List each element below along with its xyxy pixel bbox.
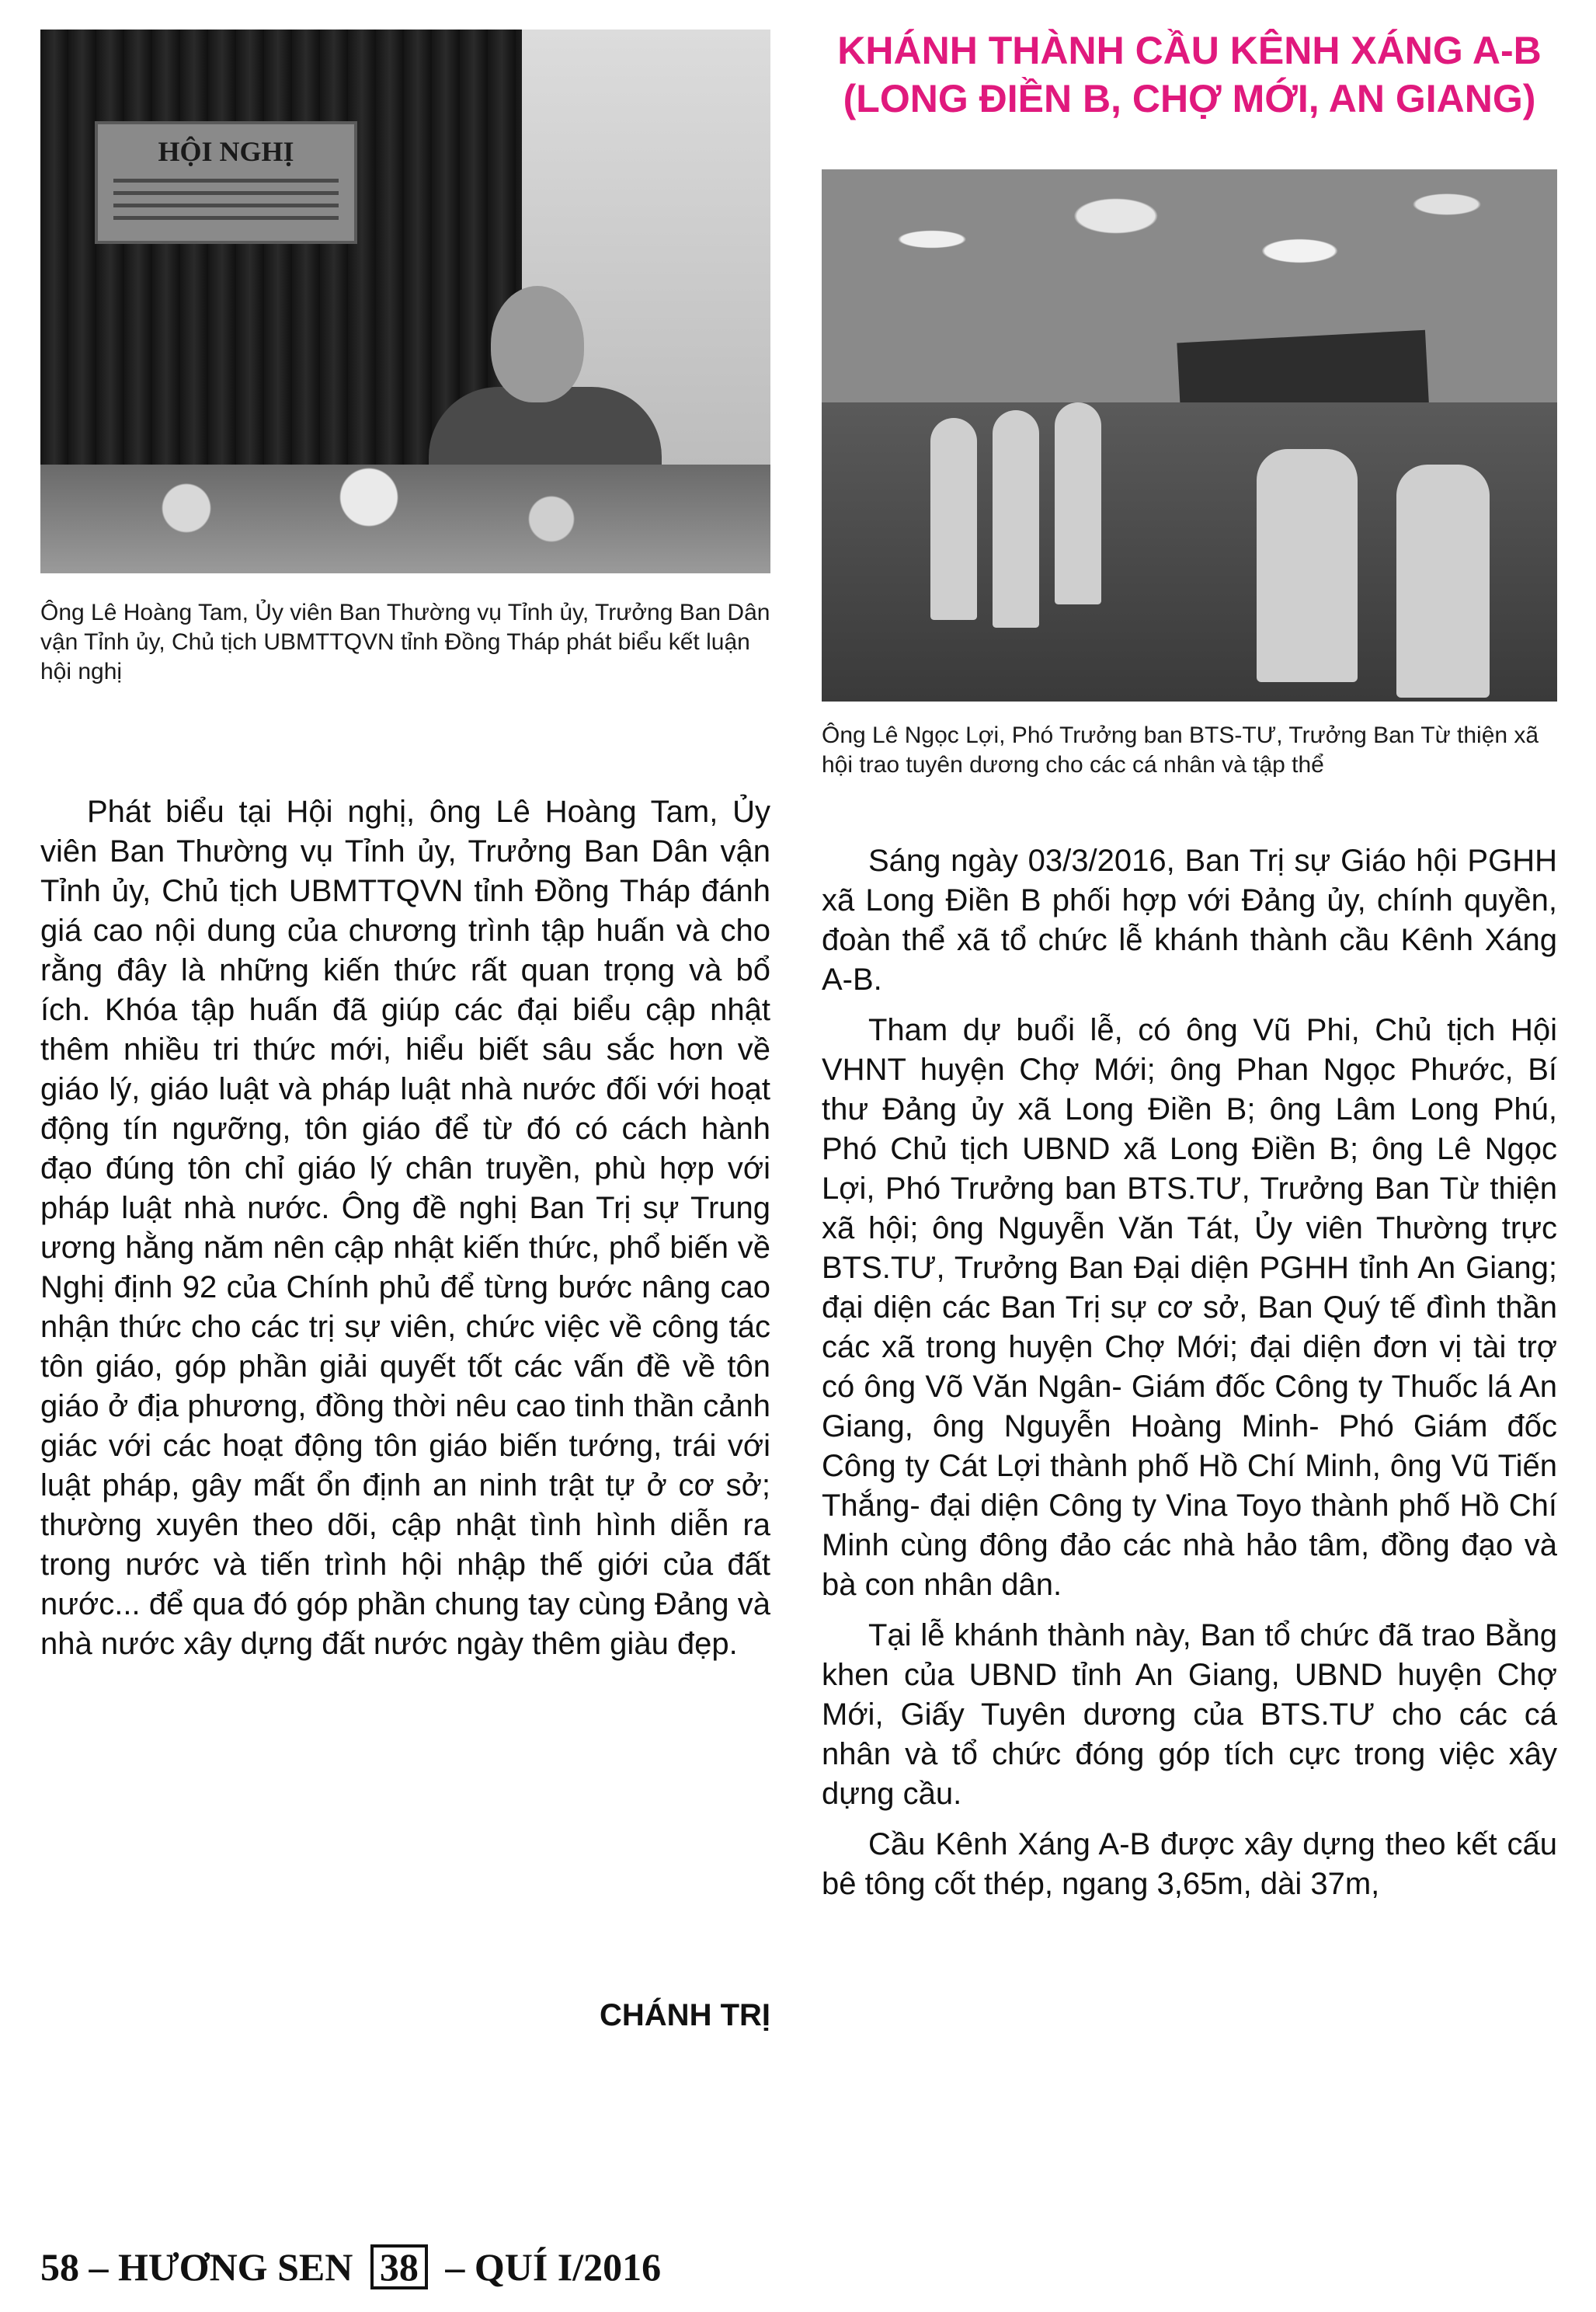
article-title-line1: KHÁNH THÀNH CẦU KÊNH XÁNG A-B [837, 29, 1542, 72]
paragraph: Tham dự buổi lễ, có ông Vũ Phi, Chủ tịch Hội VHNT huyện Chợ Mới; ông Phan Ngọc Phước, Bí thư Đảng ủy xã Long Điền B; ông Lâm Long Phú, Phó Chủ tịch UBND xã Long Điền B; ông Lê Ngọc Lợi, Phó Trưởng ban BTS.TƯ, Trưởng Ban Từ thiện xã hội; ông Nguyễn Văn Tát, Ủy viên Thường trực BTS.TƯ, Trưởng Ban Đại diện PGHH tỉnh An Giang; đại diện các Ban Trị sự cơ sở, Ban Quý tế đình thần các xã trong huyện Chợ Mới; đại diện đơn vị tài trợ có ông Võ Văn Ngân- Giám đốc Công ty Thuốc lá An Giang, ông Nguyễn Hoàng Minh- Phó Giám đốc Công ty Cát Lợi thành phố Hồ Chí Minh, ông Vũ Tiến Thắng- đại diện Công ty Vina Toyo thành phố Hồ Chí Minh cùng đông đảo các nhà hảo tâm, đồng đạo và bà con nhân dân. [822, 1013, 1557, 1602]
conference-banner [95, 121, 357, 244]
author-signature: CHÁNH TRỊ [600, 1998, 770, 2032]
right-text-column [822, 841, 1557, 1915]
left-text-column [40, 792, 770, 1675]
conference-photo [40, 30, 770, 573]
person-figure [930, 418, 977, 620]
paragraph: Cầu Kênh Xáng A-B được xây dựng theo kết cấu bê tông cốt thép, ngang 3,65m, dài 37m, [822, 1827, 1557, 1901]
photo-caption-left: Ông Lê Hoàng Tam, Ủy viên Ban Thường vụ Tỉnh ủy, Trưởng Ban Dân vận Tỉnh ủy, Chủ tịch UBMTTQVN tỉnh Đồng Tháp phát biểu kết luận hội nghị [40, 600, 770, 684]
paragraph: Sáng ngày 03/3/2016, Ban Trị sự Giáo hội PGHH xã Long Điền B phối hợp với Đảng ủy, chính quyền, đoàn thể xã tổ chức lễ khánh thành cầu Kênh Xáng A-B. [822, 844, 1557, 997]
ceremony-crowd [822, 402, 1557, 702]
speaker-head [491, 286, 584, 402]
magazine-name: HƯƠNG SEN [118, 2245, 353, 2289]
page-footer [40, 2242, 661, 2292]
issue-period: QUÍ I/2016 [474, 2245, 662, 2289]
footer-separator: – [445, 2245, 465, 2289]
article-title-line2: (LONG ĐIỀN B, CHỢ MỚI, AN GIANG) [843, 77, 1536, 120]
article-title [822, 26, 1557, 123]
person-figure [1396, 465, 1490, 698]
podium-flowers [40, 465, 770, 573]
person-figure [1257, 449, 1358, 682]
page-number: 58 [40, 2245, 79, 2289]
ceremony-photo [822, 169, 1557, 702]
photo-caption-right: Ông Lê Ngọc Lợi, Phó Trưởng ban BTS-TƯ, Trưởng Ban Từ thiện xã hội trao tuyên dương cho các cá nhân và tập thể [822, 722, 1539, 778]
paragraph: Phát biểu tại Hội nghị, ông Lê Hoàng Tam, Ủy viên Ban Thường vụ Tỉnh ủy, Trưởng Ban Dân vận Tỉnh ủy, Chủ tịch UBMTTQVN tỉnh Đồng Tháp đánh giá cao nội dung của chương trình tập huấn và cho rằng đây là những kiến thức rất quan trọng và bổ ích. Khóa tập huấn đã giúp các đại biểu cập nhật thêm nhiều tri thức mới, hiểu biết sâu sắc hơn về giáo lý, giáo luật và pháp luật nhà nước đối với hoạt động tín ngưỡng, tôn giáo để từ đó có cách hành đạo đúng tôn chỉ giáo lý chân truyền, phù hợp với pháp luật nhà nước. Ông đề nghị Ban Trị sự Trung ương hằng năm nên cập nhật kiến thức, phổ biến về Nghị định 92 của Chính phủ để từng bước nâng cao nhận thức cho các trị sự viên, chức việc về công tác tôn giáo, góp phần giải quyết tốt các vấn đề về tôn giáo ở địa phương, đồng thời nêu cao tinh thần cảnh giác với các hoạt động tôn giáo biến tướng, trái với luật pháp, gây mất ổn định an ninh trật tự ở cơ sở; thường xuyên theo dõi, cập nhật tình hình diễn ra trong nước và tiến trình hội nhập thế giới của đất nước... để qua đó góp phần chung tay cùng Đảng và nhà nước xây dựng đất nước ngày thêm giàu đẹp. [40, 795, 770, 1661]
banner-title: HỘI NGHỊ [158, 136, 294, 167]
banner-text-lines [113, 179, 339, 225]
issue-number: 38 [370, 2244, 428, 2289]
footer-separator: – [89, 2245, 109, 2289]
paragraph: Tại lễ khánh thành này, Ban tổ chức đã trao Bằng khen của UBND tỉnh An Giang, UBND huyện Chợ Mới, Giấy Tuyên dương của BTS.TƯ cho các cá nhân và tổ chức đóng góp tích cực trong việc xây dựng cầu. [822, 1618, 1557, 1811]
person-figure [993, 410, 1039, 628]
person-figure [1055, 402, 1101, 604]
